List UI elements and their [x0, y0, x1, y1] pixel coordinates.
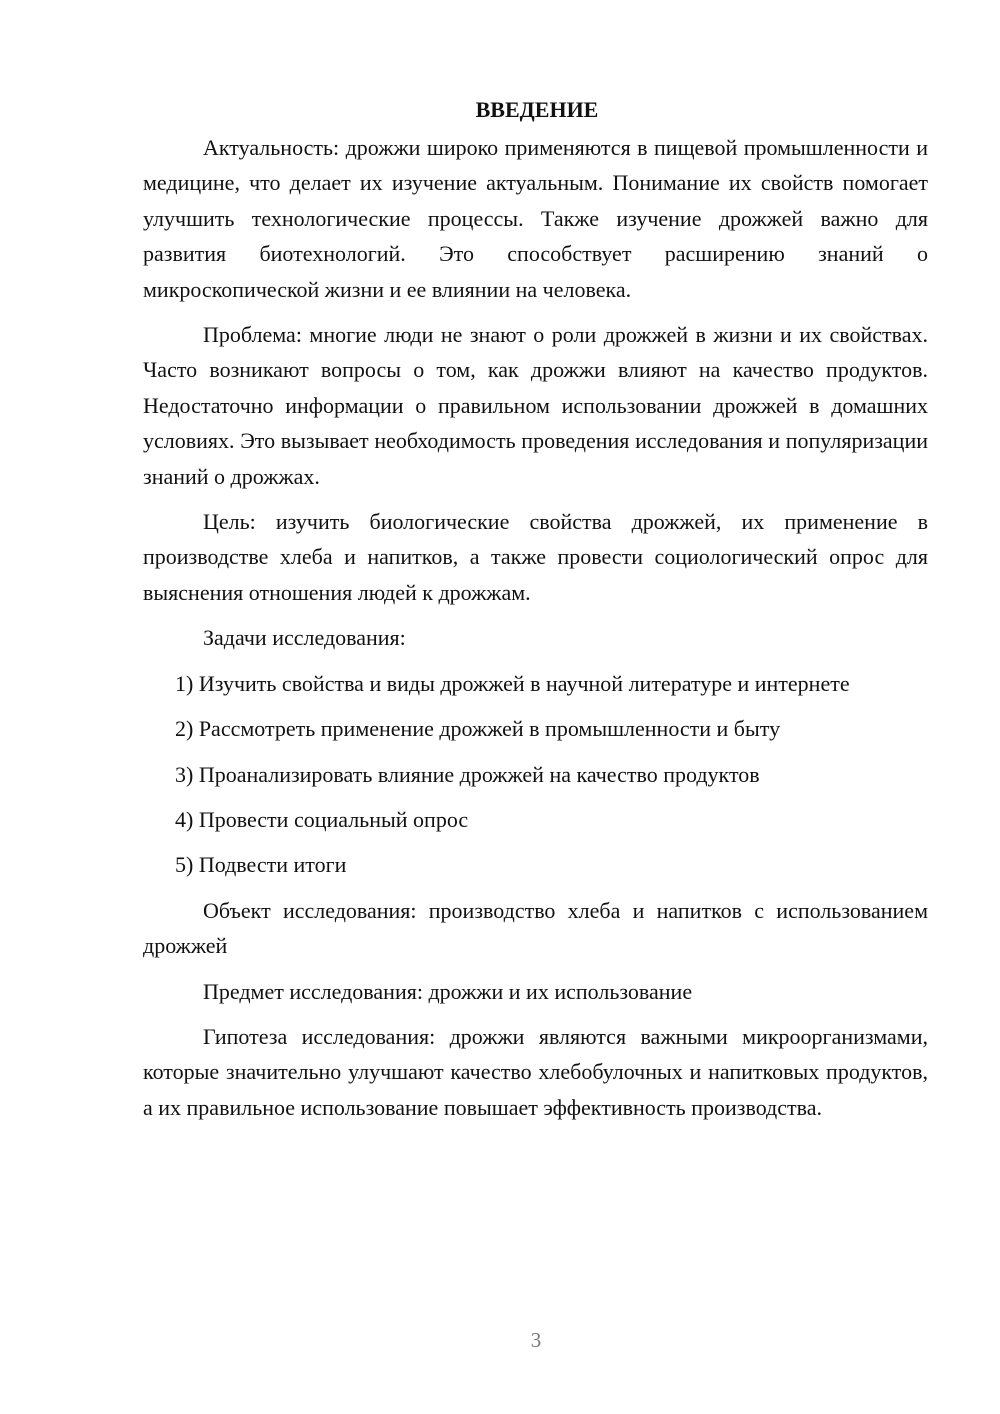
relevance-paragraph: Актуальность: дрожжи широко применяются в пищевой промышленности и медицине, что делает их изучение актуальным. Понимание их свойств помогает улучшить технологические процессы. Также изучение дрожжей важно для развития биотехнологий. Это способствует расширению знаний о микроскопической жизни и ее влиянии на человека.	[143, 135, 928, 302]
hypothesis-paragraph: Гипотеза исследования: дрожжи являются важными микроорганизмами, которые значительно улучшают качество хлебобулочных и напитковых продуктов, а их правильное использование повышает эффективность производства.	[143, 1023, 928, 1120]
document-page	[143, 92, 928, 1125]
task-item-4: 4) Провести социальный опрос	[175, 806, 469, 832]
goal-paragraph: Цель: изучить биологические свойства дрожжей, их применение в производстве хлеба и напитков, а также провести социологический опрос для выяснения отношения людей к дрожжам.	[143, 509, 928, 605]
problem-paragraph: Проблема: многие люди не знают о роли дрожжей в жизни и их свойствах. Часто возникают вопросы о том, как дрожжи влияют на качество продуктов. Недостаточно информации о правильном использовании дрожжей в домашних условиях. Это вызывает необходимость проведения исследования и популяризации знаний о дрожжах.	[143, 322, 928, 489]
task-item-5: 5) Подвести итоги	[175, 852, 347, 878]
task-item-3: 3) Проанализировать влияние дрожжей на качество продуктов	[175, 761, 760, 787]
object-paragraph: Объект исследования: производство хлеба и напитков с использованием дрожжей	[143, 897, 928, 959]
subject-paragraph: Предмет исследования: дрожжи и их использование	[203, 978, 693, 1004]
task-item-1: 1) Изучить свойства и виды дрожжей в научной литературе и интернете	[175, 670, 850, 696]
task-item-2: 2) Рассмотреть применение дрожжей в промышленности и быту	[175, 716, 781, 742]
page-number: 3	[530, 1328, 542, 1352]
tasks-heading: Задачи исследования:	[203, 625, 406, 651]
page-title: ВВЕДЕНИЕ	[475, 97, 599, 122]
